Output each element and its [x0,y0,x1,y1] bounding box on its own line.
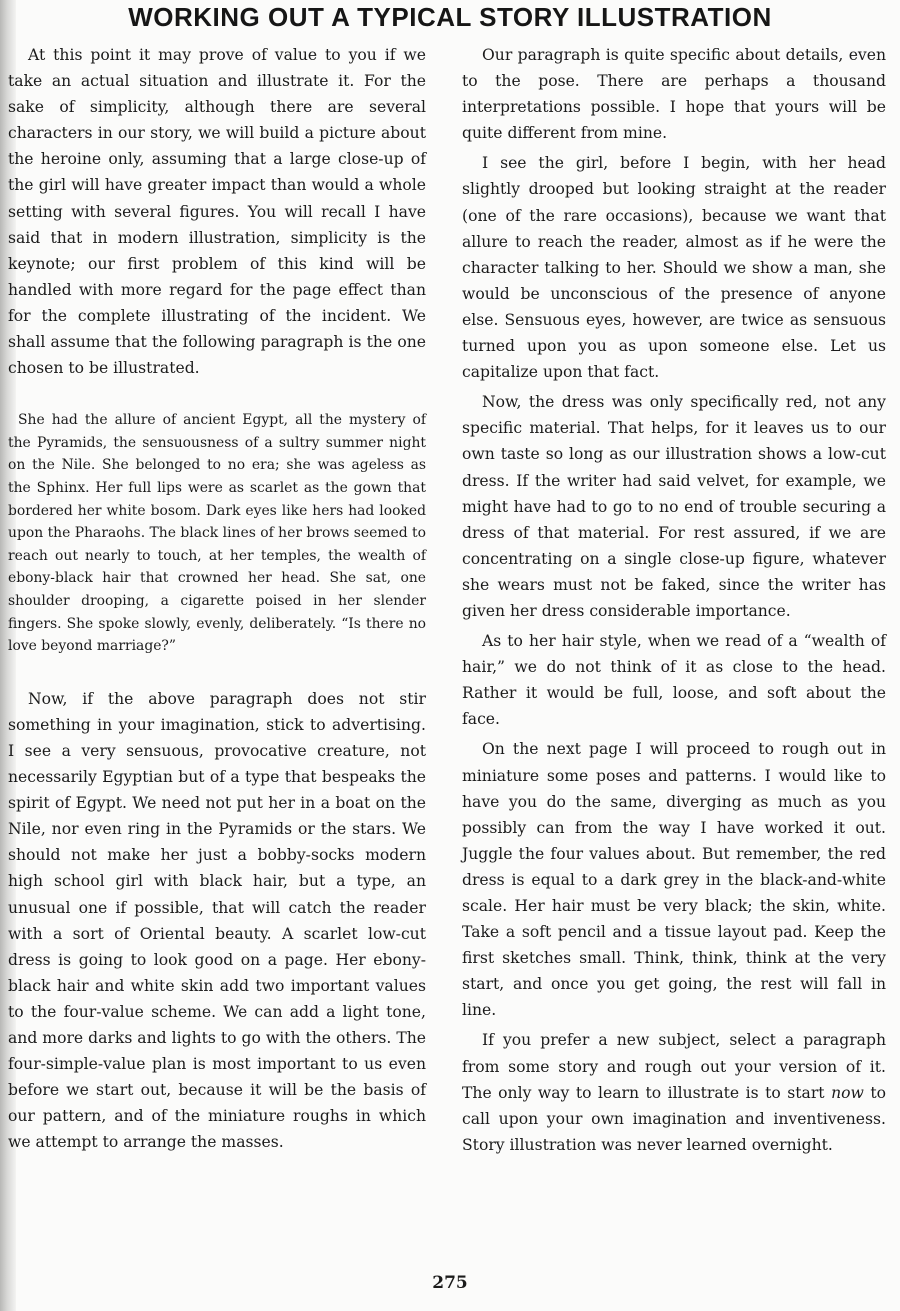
emphasis-now: now [831,1083,864,1102]
paragraph-new-subject [462,1027,886,1157]
quoted-story-excerpt: She had the allure of ancient Egypt, all the mystery of the Pyramids, the sensuousness of a sultry summer night on the Nile. She belonged to no era; she was ageless as the Sphinx. Her full lips were as scarlet as the gown that bordered her white bosom. Dark eyes like hers had looked upon the Pharaohs. The black lines of her brows seemed to reach out nearly to touch, at her temples, the wealth of ebony-black hair that crowned her head. She sat, one shoulder drooping, a cigarette poised in her slender fingers. She spoke slowly, evenly, deliberately. “Is there no love beyond marriage?” [8,412,426,655]
right-column [462,42,886,1158]
intro-paragraph: At this point it may prove of value to you if we take an actual situation and illustrate it. For the sake of simplicity, although there are several characters in our story, we will build a picture about the heroine only, assuming that a large close-up of the girl will have greater impact than would a whole setting with several figures. You will recall I have said that in modern illustration, simplicity is the keynote; our first problem of this kind will be handled with more regard for the page effect than for the complete illustrating of the incident. We shall assume that the following paragraph is the one chosen to be illustrated. [8,46,426,378]
left-column [8,42,426,1155]
page-number: 275 [432,1273,468,1293]
paragraph-new-subject-start: If you prefer a new subject, select a paragraph from some story and rough out your version of it. The only way to learn to illustrate is to start [462,1031,886,1102]
page-heading: WORKING OUT A TYPICAL STORY ILLUSTRATION [128,2,772,32]
paragraph-details: Our paragraph is quite specific about details, even to the pose. There are perhaps a thousand interpretations possible. I hope that yours will be quite different from mine. [462,46,886,143]
paragraph-dress: Now, the dress was only specifically red, not any specific material. That helps, for it leaves us to our own taste so long as our illustration shows a low-cut dress. If the writer had said velvet, for example, we might have had to go to no end of trouble securing a dress of that material. For rest assured, if we are concentrating on a single close-up figure, whatever she wears must not be faked, since the writer has given her dress considerable importance. [462,393,886,620]
paragraph-pose: I see the girl, before I begin, with her head slightly drooped but looking straight at the reader (one of the rare occasions), because we want that allure to reach the reader, almost as if he were the character talking to her. Should we show a man, she would be unconscious of the presence of anyone else. Sensuous eyes, however, are twice as sensuous turned upon you as upon someone else. Let us capitalize upon that fact. [462,154,886,382]
paragraph-roughs: On the next page I will proceed to rough out in miniature some poses and patterns. I would like to have you do the same, diverging as much as you possibly can from the way I have worked it out. Juggle the four values about. But remember, the red dress is equal to a dark grey in the black-and-white scale. Her hair must be very black; the skin, white. Take a soft pencil and a tissue layout pad. Keep the first sketches small. Think, think, think at the very start, and once you get going, the rest will fall in line. [462,740,886,1020]
paragraph-hair: As to her hair style, when we read of a “wealth of hair,” we do not think of it as close to the head. Rather it would be full, loose, and soft about the face. [462,632,886,729]
paragraph-new-subject-end: to call upon your own imagination and inventiveness. Story illustration was never learned overnight. [462,1083,886,1154]
commentary-paragraph: Now, if the above paragraph does not stir something in your imagination, stick to advertising. I see a very sensuous, provocative creature, not necessarily Egyptian but of a type that bespeaks the spirit of Egypt. We need not put her in a boat on the Nile, nor even ring in the Pyramids or the stars. We should not make her just a bobby-socks modern high school girl with black hair, but a type, an unusual one if possible, that will catch the reader with a sort of Oriental beauty. A scarlet low-cut dress is going to look good on a page. Her ebony-black hair and white skin add two important values to the four-value scheme. We can add a light tone, and more darks and lights to go with the others. The four-simple-value plan is most important to us even before we start out, because it will be the basis of our pattern, and of the miniature roughs in which we attempt to arrange the masses. [8,689,426,1152]
